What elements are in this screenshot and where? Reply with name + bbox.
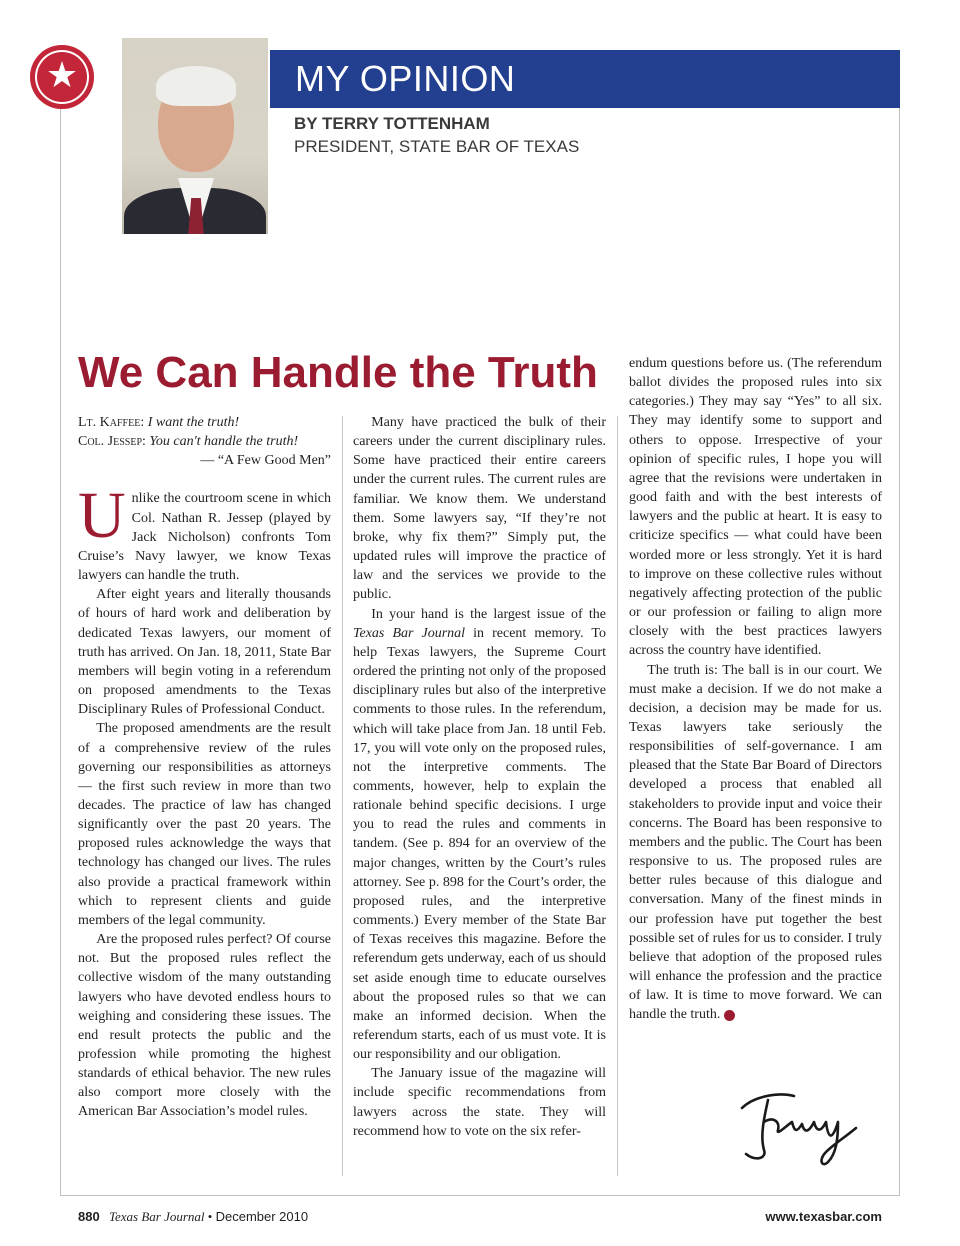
section-title: MY OPINION <box>295 58 516 99</box>
article-column-3 <box>629 354 882 1024</box>
article-column-1 <box>78 413 331 1122</box>
star-badge <box>30 45 94 109</box>
article-headline: We Can Handle the Truth <box>78 348 598 397</box>
footer-separator: • <box>207 1209 213 1224</box>
column-divider <box>342 416 343 1176</box>
signature <box>734 1078 874 1168</box>
page-number: 880 <box>78 1209 100 1224</box>
star-icon: ★ <box>45 55 79 96</box>
paragraph: The proposed amendments are the result of a comprehensive review of the rules governing our responsibilities as attorneys — the first such review in more than two decades. The practice of law has changed significantly over the past 20 years. The proposed rules acknowledge the ways that technology has changed our lives. The rules also provide a practical framework within which to represent clients and guide members of the legal community. <box>78 721 331 928</box>
author-photo <box>122 38 268 234</box>
author-role: PRESIDENT, STATE BAR OF TEXAS <box>294 137 580 156</box>
drop-cap: U <box>78 479 126 553</box>
end-mark-icon: ✪ <box>724 1010 735 1021</box>
paragraph: The truth is: The ball is in our court. We must make a decision. If we do not make a decision, a decision may be made for us. Texas lawyers take seriously the responsibilities of self-governance. I am pleased that the State Bar Board of Directors developed a process that enabled all stakeholders to provide input and voice their concerns. The Board has been responsive to members and the public. The Court has been responsive to us. The proposed rules are better rules because of this dialogue and conversation. Many of the finest minds in our profession have put together the best possible set of rules for us to consider. I truly believe that adoption of the proposed rules will enhance the profession and the practice of law. It is time to move forward. We can handle the truth. ✪ <box>629 662 882 1023</box>
paragraph: The January issue of the magazine will include specific recommendations from lawyers across the state. They will recommend how to vote on the six refer- <box>353 1066 606 1139</box>
column-divider <box>617 416 618 1176</box>
article-column-2 <box>353 413 606 1141</box>
paragraph: Are the proposed rules perfect? Of course not. But the proposed rules reflect the collective wisdom of the many outstanding lawyers who have devoted endless hours to weighing and considering these issues. The end result protects the public and the profession while promoting the highest standards of ethical behavior. The new rules also comport more closely with the American Bar Association’s model rules. <box>78 932 331 1120</box>
footer-journal: Texas Bar Journal <box>108 1209 205 1224</box>
epigraph: Lt. Kaffee: I want the truth! Col. Jessep: You can't handle the truth! — “A Few Good Men” <box>78 413 331 470</box>
paragraph: Many have practiced the bulk of their careers under the current disciplinary rules. Some have practiced their entire careers under the current rules. The current rules are familiar. We know them. We understand them. Some lawyers say, “If they’re not broke, why fix them?” Simply put, the updated rules will improve the practice of law and the services we provide to the public. <box>353 415 606 603</box>
paragraph: After eight years and literally thousands of hours of hard work and deliberation by dedicated Texas lawyers, our moment of truth has arrived. On Jan. 18, 2011, State Bar members will begin voting in a referendum on proposed amendments to the Texas Disciplinary Rules of Professional Conduct. <box>78 587 331 718</box>
epigraph-source: — “A Few Good Men” <box>200 453 331 469</box>
byline: BY TERRY TOTTENHAM <box>294 114 490 133</box>
issue-date: December 2010 <box>215 1209 309 1224</box>
footer-left <box>78 1209 308 1225</box>
paragraph: Unlike the courtroom scene in which Col. Nathan R. Jessep (played by Jack Nicholson) confronts Tom Cruise’s Navy lawyer, we know Texas lawyers can handle the truth. <box>78 479 331 584</box>
journal-title: Texas Bar Journal <box>353 625 466 641</box>
website-link[interactable]: www.texasbar.com <box>765 1209 882 1224</box>
paragraph: In your hand is the largest issue of the Texas Bar Journal in recent memory. To help Texas lawyers, the Supreme Court ordered the printing not only of the proposed disciplinary rules but also of the interpretive comments to those rules. In the referendum, which will take place from Jan. 18 until Feb. 17, you will vote only on the proposed rules, not the interpretive comments. The comments, however, help to explain the rationale behind specific decisions. I urge you to read the rules and comments in tandem. (See p. 894 for an overview of the major changes, written by the Court’s rules attorney. See p. 898 for the Court’s order, the proposed rules, and the interpretive comments.) Every member of the State Bar of Texas receives this magazine. Before the referendum gets underway, each of us should set aside enough time to educate ourselves about the proposed rules so that we can make an informed decision. When the referendum starts, each of us must vote. It is our responsibility and our obligation. <box>353 606 606 1063</box>
paragraph: endum questions before us. (The referendum ballot divides the proposed rules into six categories.) They may say “Yes” to all six. They may identify some to support and others to oppose. Irrespective of your opinion of specific rules, I hope you will agree that the revisions were undertaken in good faith and with the best interests of lawyers and the public at heart. It is easy to criticize specifics — what could have been worded more or less strongly. Yet it is hard to improve on these collective rules without negatively affecting protection of the public or our profession or failing to align more closely with the best practices lawyers across the country have identified. <box>629 356 882 659</box>
